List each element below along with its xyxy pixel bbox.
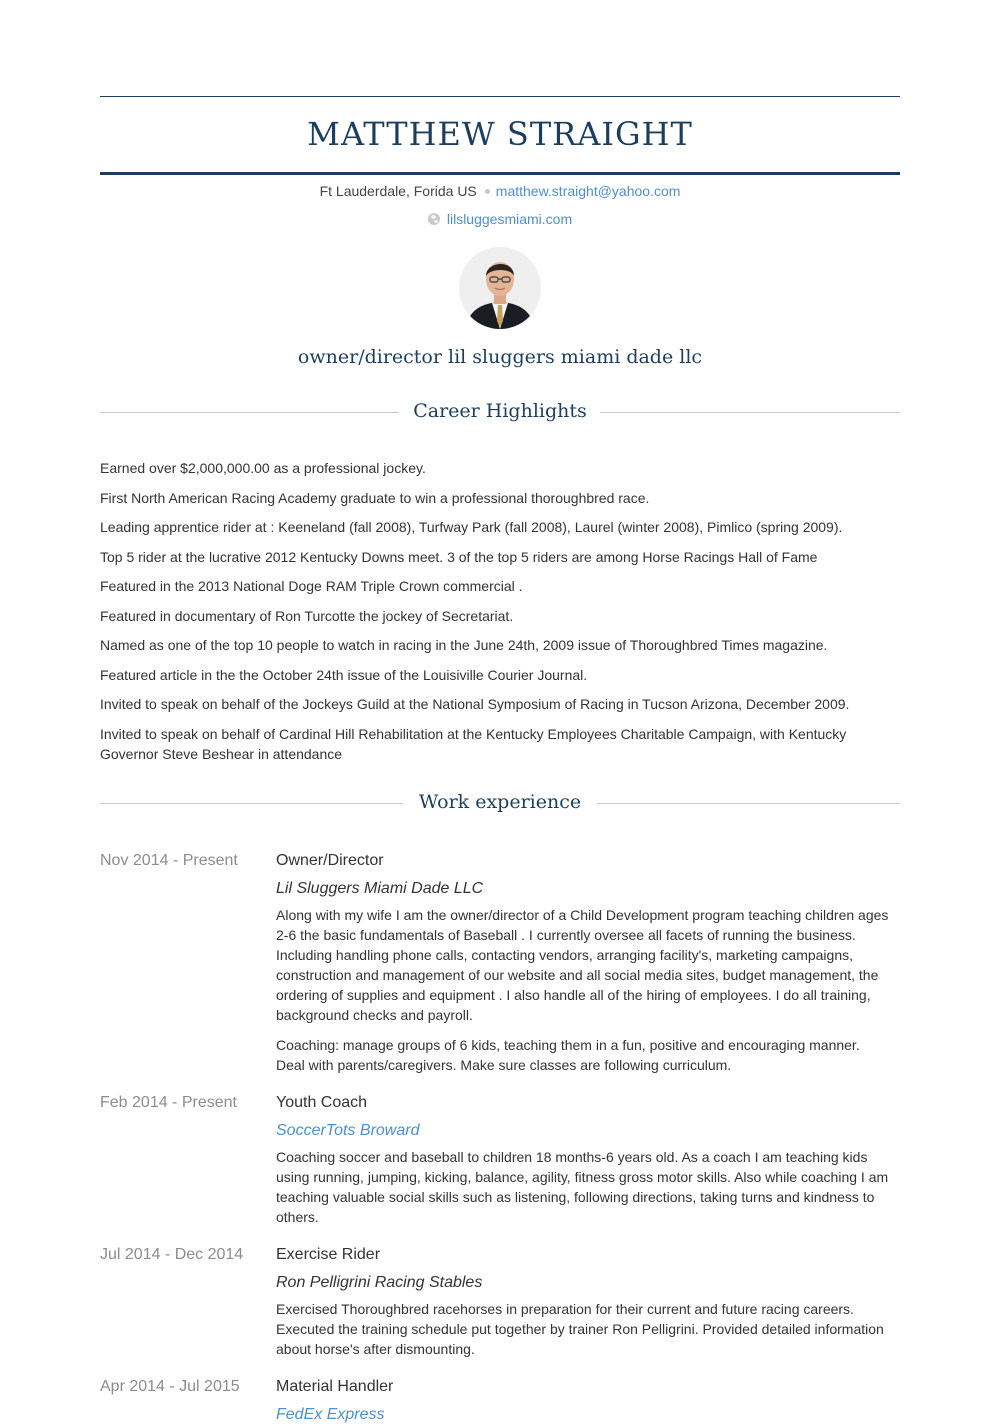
headline: owner/director lil sluggers miami dade llc: [297, 346, 703, 368]
job-company: Lil Sluggers Miami Dade LLC: [276, 880, 484, 897]
list-item: Featured in the 2013 National Doge RAM Triple Crown commercial .: [100, 578, 523, 594]
job-title: Material Handler: [276, 1378, 394, 1395]
list-item: Named as one of the top 10 people to watch in racing in the June 24th, 2009 issue of Thoroughbred Times magazine.: [100, 637, 828, 653]
job-company-link[interactable]: FedEx Express: [276, 1406, 385, 1423]
job-description: [276, 905, 890, 1075]
email-link[interactable]: matthew.straight@yahoo.com: [495, 183, 681, 199]
avatar: [459, 247, 541, 329]
job-company-link[interactable]: SoccerTots Broward: [276, 1122, 420, 1139]
job-company: Ron Pelligrini Racing Stables: [276, 1274, 483, 1291]
job-body: [276, 1244, 890, 1359]
description-paragraph: Along with my wife I am the owner/director of a Child Development program teaching children ages 2-6 the basic fundamentals of Baseball . I currently oversee all facets of running the business. Including handling phone calls, contacting vendors, arranging facility's, marketing campaigns, construction and management of our website and all social media sites, budget management, the ordering of supplies and equipment . I also handle all of the hiring of employees. I do all training, background checks and payroll.: [276, 907, 889, 1023]
job-body: [276, 850, 890, 1075]
description-paragraph: Coaching: manage groups of 6 kids, teaching them in a fun, positive and encouraging manner. Deal with parents/caregivers. Make sure classes are following curriculum.: [276, 1037, 860, 1073]
list-item: Invited to speak on behalf of the Jockeys Guild at the National Symposium of Racing in Tucson Arizona, December 2009.: [100, 696, 850, 712]
career-highlights-heading: [100, 396, 900, 426]
job-title: Exercise Rider: [276, 1246, 381, 1263]
website-line: [100, 209, 900, 229]
job-description: [276, 1147, 890, 1227]
description-paragraph: Exercised Thoroughbred racehorses in preparation for their current and future racing careers. Executed the training schedule put together by trainer Ron Pelligrini. Provided detailed information about horse's after dismounting.: [276, 1301, 884, 1357]
separator-dot: [485, 189, 490, 194]
job-dates: Apr 2014 - Jul 2015: [100, 1378, 240, 1395]
top-divider: [100, 96, 900, 97]
name-underline: [100, 172, 900, 175]
job-dates: Nov 2014 - Present: [100, 852, 238, 869]
job-dates: Jul 2014 - Dec 2014: [100, 1246, 244, 1263]
contact-line: [100, 181, 900, 201]
profile-photo: [459, 247, 541, 329]
list-item: Earned over $2,000,000.00 as a professional jockey.: [100, 460, 426, 476]
job-title: Youth Coach: [276, 1094, 368, 1111]
location-text: Ft Lauderdale, Forida US: [319, 183, 477, 199]
description-paragraph: Coaching soccer and baseball to children 18 months-6 years old. As a coach I am teaching kids using running, jumping, kicking, balance, agility, fitness gross motor skills. Also while coaching I am teaching valuable social skills such as listening, following directions, taking turns and kindness to others.: [276, 1149, 889, 1225]
globe-icon: [428, 213, 440, 225]
section-title: Career Highlights: [413, 400, 587, 422]
job-dates: Feb 2014 - Present: [100, 1094, 237, 1111]
list-item: Top 5 rider at the lucrative 2012 Kentucky Downs meet. 3 of the top 5 riders are among Horse Racings Hall of Fame: [100, 548, 818, 565]
work-experience-heading: [100, 787, 900, 817]
job-body: [276, 1376, 890, 1426]
list-item: Leading apprentice rider at : Keeneland (fall 2008), Turfway Park (fall 2008), Laurel (winter 2008), Pimlico (spring 2009).: [100, 519, 843, 535]
website-link[interactable]: lilsluggesmiami.com: [446, 211, 573, 227]
candidate-name: MATTHEW STRAIGHT: [307, 115, 693, 153]
career-highlights-list: [100, 458, 900, 773]
section-title: Work experience: [418, 791, 582, 813]
job-title: Owner/Director: [276, 852, 384, 869]
list-item: Featured article in the the October 24th issue of the Louisiville Courier Journal.: [100, 666, 588, 683]
list-item: Featured in documentary of Ron Turcotte the jockey of Secretariat.: [100, 607, 514, 624]
list-item: Invited to speak on behalf of Cardinal Hill Rehabilitation at the Kentucky Employees Charitable Campaign, with Kentucky Governor Steve Beshear in attendance: [100, 725, 847, 762]
job-description: [276, 1299, 890, 1359]
list-item: First North American Racing Academy graduate to win a professional thoroughbred race.: [100, 489, 650, 506]
job-body: [276, 1092, 890, 1227]
